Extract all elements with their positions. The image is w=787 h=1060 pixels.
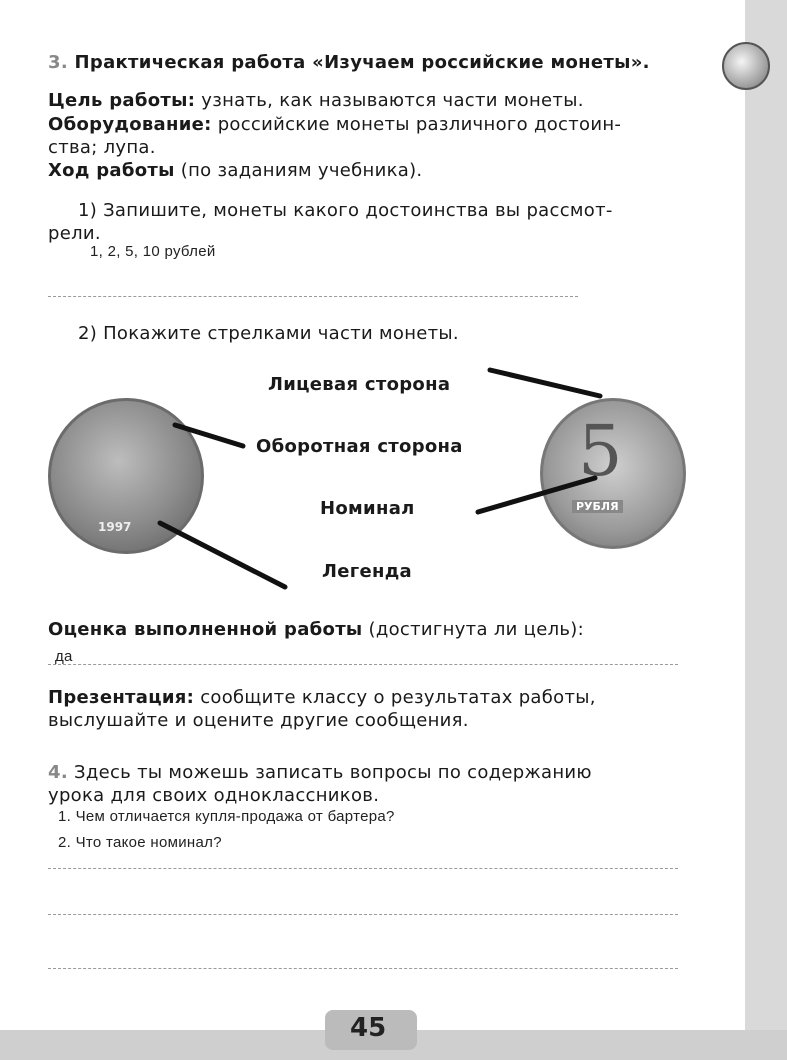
step1-text-2: рели. xyxy=(48,223,101,244)
presentation-line xyxy=(48,687,596,708)
presentation-text-2: выслушайте и оцените другие сообщения. xyxy=(48,710,469,731)
task4-answer-line-1 xyxy=(48,868,678,869)
presentation-label: Презентация: xyxy=(48,687,195,708)
task4-answer-line-2 xyxy=(48,914,678,915)
task4-answer-line-3 xyxy=(48,968,678,969)
evaluation-line xyxy=(48,619,584,640)
progress-label: Ход работы xyxy=(48,160,175,181)
line-legend xyxy=(160,523,285,587)
task3-title: Практическая работа «Изучаем российские монеты». xyxy=(74,52,650,73)
progress-text: (по заданиям учебника). xyxy=(180,160,423,181)
goal-text: узнать, как называются части монеты. xyxy=(201,90,584,111)
label-obverse: Лицевая сторона xyxy=(268,374,451,395)
coin-year: 1997 xyxy=(98,520,132,534)
goal-label: Цель работы: xyxy=(48,90,196,111)
coin-rubles-text: РУБЛЯ xyxy=(572,500,623,513)
evaluation-answer: да xyxy=(55,648,73,665)
task4-number: 4. xyxy=(48,762,68,783)
presentation-text-1: сообщите классу о результатах работы, xyxy=(200,687,596,708)
task4-text-2: урока для своих одноклассников. xyxy=(48,785,380,806)
step1-text-1: 1) Запишите, монеты какого достоинства вы рассмот- xyxy=(78,200,613,221)
task4-answer-2: 2. Что такое номинал? xyxy=(58,834,222,851)
line-reverse xyxy=(175,425,243,446)
evaluation-text: (достигнута ли цель): xyxy=(368,619,584,640)
label-legend: Легенда xyxy=(322,561,412,582)
line-nominal xyxy=(478,478,595,512)
equipment-text-2: ства; лупа. xyxy=(48,137,156,158)
step2-text: 2) Покажите стрелками части монеты. xyxy=(78,323,459,344)
equipment-text-1: российские монеты различного достоин- xyxy=(217,114,622,135)
task4-line-1 xyxy=(48,762,592,783)
task3-number: 3. xyxy=(48,52,68,73)
line-obverse xyxy=(490,370,600,396)
evaluation-label: Оценка выполненной работы xyxy=(48,619,363,640)
label-nominal: Номинал xyxy=(320,498,415,519)
evaluation-answer-line xyxy=(48,664,678,665)
step1-answer: 1, 2, 5, 10 рублей xyxy=(90,243,216,260)
task4-answer-1: 1. Чем отличается купля-продажа от бартера? xyxy=(58,808,395,825)
task4-text-1: Здесь ты можешь записать вопросы по содержанию xyxy=(74,762,592,783)
label-reverse: Оборотная сторона xyxy=(256,436,463,457)
coin-denomination: 5 xyxy=(578,410,623,492)
equipment-label: Оборудование: xyxy=(48,114,212,135)
page-number: 45 xyxy=(350,1013,387,1043)
